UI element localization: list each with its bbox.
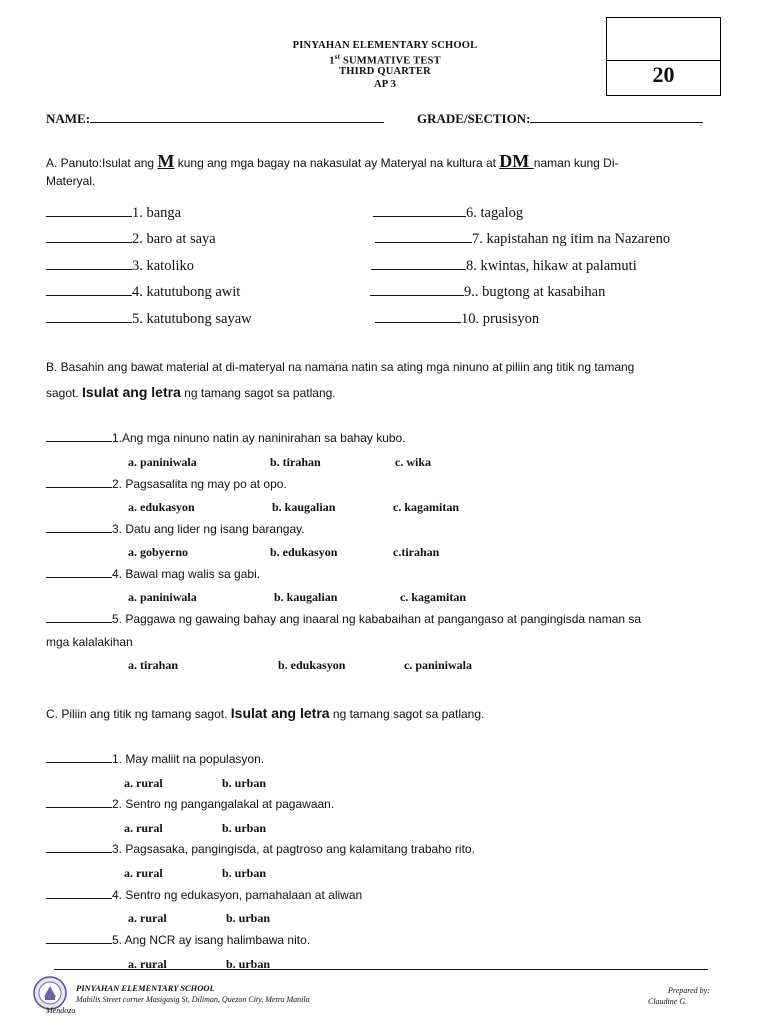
c4-choice-a: a. rural [128,911,167,925]
c5-choice-b: b. urban [226,957,271,971]
name-field[interactable] [46,111,384,127]
b4-choice-c: c. kagamitan [400,590,466,604]
b2-choice-b: b. kaugalian [272,500,336,514]
a-item-9[interactable]: 9.. bugtong at kasabihan [370,284,605,301]
b1-choice-a: a. paniniwala [128,455,197,469]
a-item-6[interactable]: 6. tagalog [373,205,523,222]
score-box [606,17,721,96]
b3-choice-a: a. gobyerno [128,545,188,559]
b1-choice-c: c. wika [395,455,431,469]
c5-choice-a: a. rural [128,957,167,971]
b-question-5-cont: mga kalalakihan [46,635,133,649]
b4-choice-b: b. kaugalian [274,590,338,604]
a-item-2[interactable]: 2. baro at saya [46,231,216,248]
c1-choice-b: b. urban [222,776,267,790]
a-item-8[interactable]: 8. kwintas, hikaw at palamuti [371,258,637,275]
c3-choice-b: b. urban [222,866,267,880]
footer-address: Mabilis Street corner Masigasig St, Diliman, Quezon City, Metro Manila [76,995,310,1004]
quarter-label: THIRD QUARTER [339,66,431,77]
b-question-1[interactable]: 1.Ang mga ninuno natin ay naninirahan sa bahay kubo. [46,431,406,445]
a-item-4[interactable]: 4. katutubong awit [46,284,240,301]
footer-school: PINYAHAN ELEMENTARY SCHOOL [76,983,215,993]
section-a-instruction: A. Panuto:Isulat ang M kung ang mga bagay na nakasulat ay Materyal na kultura at DM naman kung Di- [46,151,619,171]
prepared-by-label: Prepared by: [668,986,710,995]
c-question-3[interactable]: 3. Pagsasaka, pangingisda, at pagtroso ang kalamitang trabaho rito. [46,842,475,856]
a-item-5[interactable]: 5. katutubong sayaw [46,311,252,328]
school-seal-icon [33,976,67,1010]
subject-label: AP 3 [373,79,397,90]
test-title: 1st SUMMATIVE TEST [329,53,441,67]
b2-choice-c: c. kagamitan [393,500,459,514]
b3-choice-b: b. edukasyon [270,545,338,559]
c1-choice-a: a. rural [124,776,163,790]
score-total: 20 [652,62,675,87]
grade-section-label: GRADE/SECTION: [417,111,531,126]
section-b-instruction: B. Basahin ang bawat material at di-materyal na namana natin sa ating mga ninuno at piliin ang titik ng tamang [46,360,635,374]
grade-section-field[interactable] [417,111,703,127]
b-question-5[interactable]: 5. Paggawa ng gawaing bahay ang inaaral ng kababaihan at pangangaso at pangingisda naman sa [46,612,641,626]
c-question-5[interactable]: 5. Ang NCR ay isang halimbawa nito. [46,933,310,947]
c-question-2[interactable]: 2. Sentro ng pangangalakal at pagawaan. [46,797,334,811]
c2-choice-a: a. rural [124,821,163,835]
c-question-1[interactable]: 1. May maliit na populasyon. [46,752,264,766]
footer-divider [54,969,708,970]
name-label: NAME: [46,111,91,126]
a-item-10[interactable]: 10. prusisyon [375,311,539,328]
b3-choice-c: c.tirahan [393,545,440,559]
a-item-7[interactable]: 7. kapistahan ng itim na Nazareno [375,231,670,248]
b-question-2[interactable]: 2. Pagsasalita ng may po at opo. [46,477,287,491]
c-question-4[interactable]: 4. Sentro ng edukasyon, pamahalaan at aliwan [46,888,362,902]
section-c-instruction: C. Piliin ang titik ng tamang sagot. Isulat ang letra ng tamang sagot sa patlang. [46,705,485,721]
section-b-instruction-cont: sagot. Isulat ang letra ng tamang sagot sa patlang. [46,384,336,400]
a-item-3[interactable]: 3. katoliko [46,258,194,275]
b1-choice-b: b. tirahan [270,455,321,469]
b4-choice-a: a. paniniwala [128,590,197,604]
b5-choice-a: a. tirahan [128,658,179,672]
footer-surname: Mendoza [46,1006,76,1015]
b2-choice-a: a. edukasyon [128,500,195,514]
b-question-4[interactable]: 4. Bawal mag walis sa gabi. [46,567,260,581]
b5-choice-c: c. paniniwala [404,658,473,672]
b-question-3[interactable]: 3. Datu ang lider ng isang barangay. [46,522,305,536]
section-a-instruction-cont: Materyal. [46,174,96,188]
a-item-1[interactable]: 1. banga [46,205,181,222]
school-name: PINYAHAN ELEMENTARY SCHOOL [292,40,478,51]
c4-choice-b: b. urban [226,911,271,925]
preparer-name: Claudine G. [648,997,688,1006]
b5-choice-b: b. edukasyon [278,658,346,672]
c3-choice-a: a. rural [124,866,163,880]
c2-choice-b: b. urban [222,821,267,835]
